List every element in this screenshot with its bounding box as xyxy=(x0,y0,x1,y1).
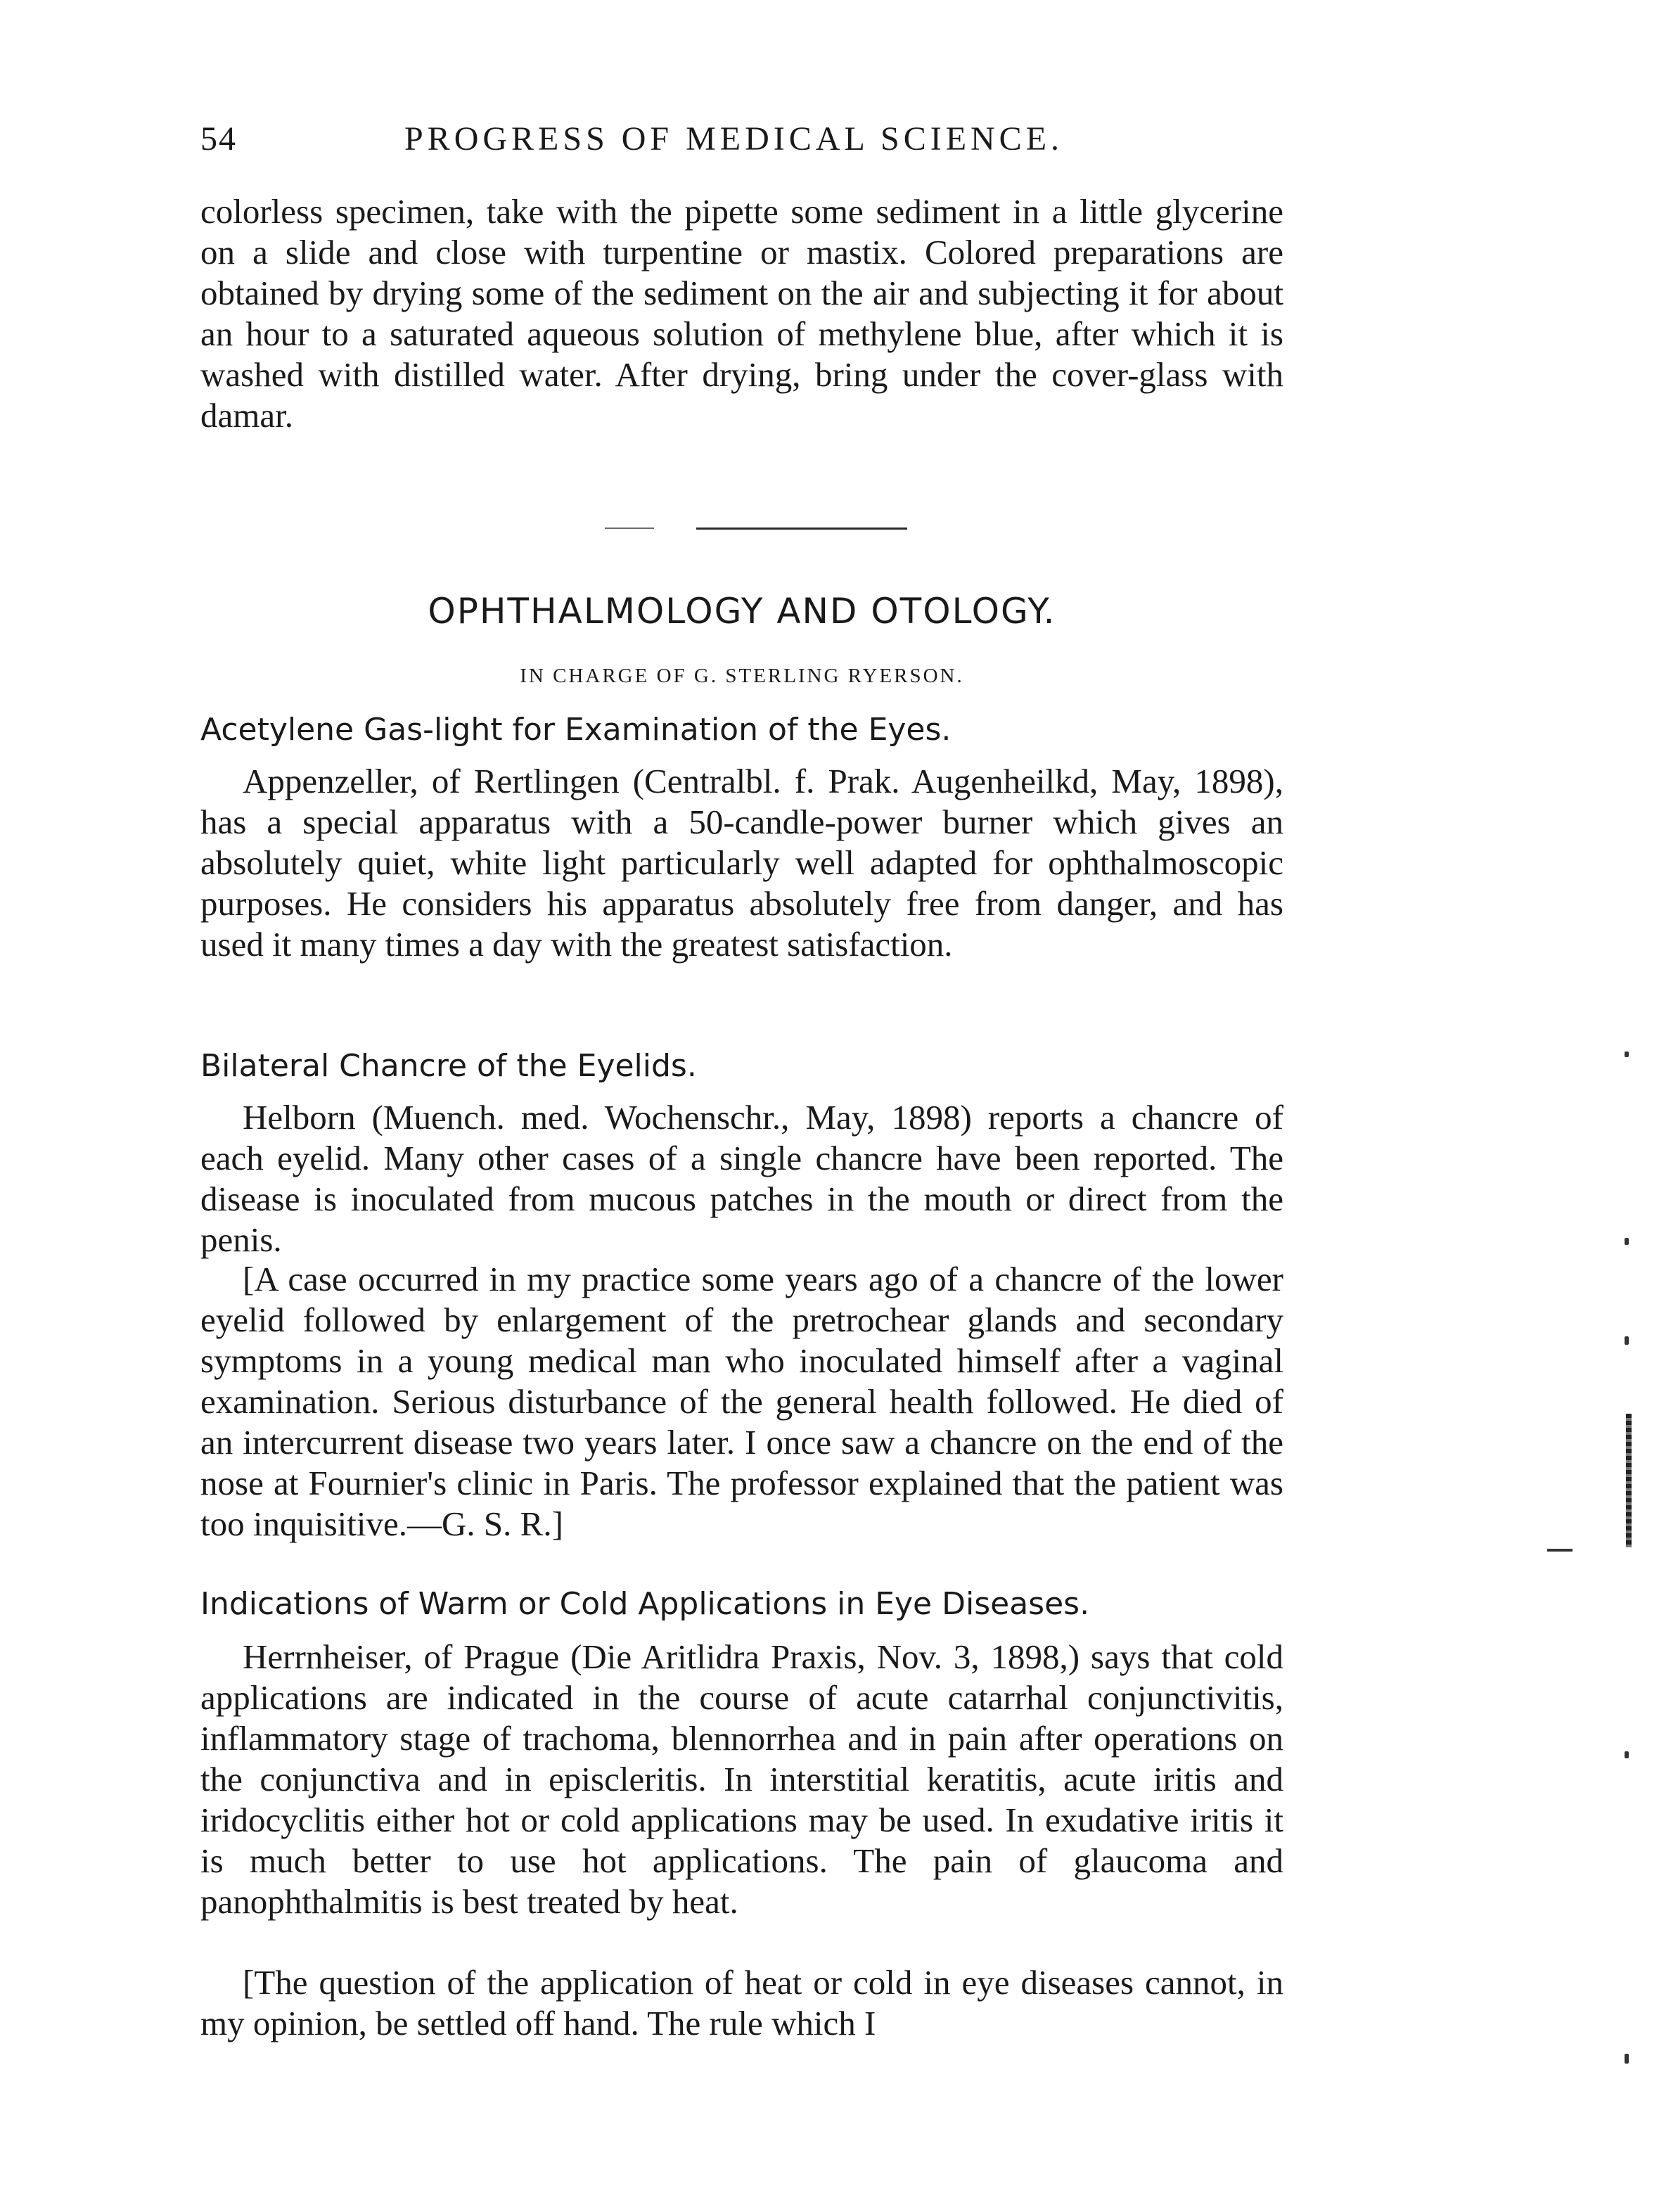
margin-speck xyxy=(1625,1751,1629,1758)
margin-speck xyxy=(1625,1238,1629,1245)
margin-speck xyxy=(1625,1336,1629,1345)
margin-dash xyxy=(1547,1549,1572,1552)
article-heading-warm-cold: Indications of Warm or Cold Applications in Eye Diseases. xyxy=(200,1586,1090,1622)
running-head xyxy=(200,120,1283,169)
margin-speck xyxy=(1625,1051,1629,1057)
journal-title: PROGRESS OF MEDICAL SCIENCE. xyxy=(404,120,1064,158)
article-heading-chancre: Bilateral Chancre of the Eyelids. xyxy=(200,1048,697,1084)
article-paragraph-chancre-report: Helborn (Muench. med. Wochenschr., May, 1898) reports a chancre of each eyelid. Many other cases of a single chancre have been reported. The disease is inoculated from mucous patches in the mouth or direct from the penis. xyxy=(200,1098,1283,1259)
section-divider-long xyxy=(696,528,907,530)
article-paragraph-warm-cold-editor-note: [The question of the application of heat or cold in eye diseases cannot, in my opinion, be settled off hand. The rule which I xyxy=(200,1963,1283,2042)
article-paragraph-acetylene: Appenzeller, of Rertlingen (Centralbl. f. Prak. Augenheilkd, May, 1898), has a special apparatus with a 50-candle-power burner which gives an absolutely quiet, white light particularly well adapted for ophthalmoscopic purposes. He considers his apparatus absolutely free from danger, and has used it many times a day with the greatest satisfaction. xyxy=(200,762,1283,964)
article-paragraph-chancre-editor-note: [A case occurred in my practice some years ago of a chancre of the lower eyelid followed by enlargement of the pretrochear glands and secondary symptoms in a young medical man who inoculated himself after a vaginal examination. Serious disturbance of the general health followed. He died of an intercurrent disease two years later. I once saw a chancre on the end of the nose at Fournier's clinic in Paris. The professor explained that the patient was too inquisitive.—G. S. R.] xyxy=(200,1260,1283,1543)
section-divider-short xyxy=(605,528,654,529)
article-paragraph-warm-cold: Herrnheiser, of Prague (Die Aritlidra Praxis, Nov. 3, 1898,) says that cold applications are indicated in the course of acute catarrhal conjunctivitis, inflammatory stage of trachoma, blennorrhea and in pain after operations on the conjunctiva and in episcleritis. In interstitial keratitis, acute iritis and iridocyclitis either hot or cold applications may be used. In exudative iritis it is much better to use hot applications. The pain of glaucoma and panophthalmitis is best treated by heat. xyxy=(200,1637,1283,1921)
intro-paragraph: colorless specimen, take with the pipette some sediment in a little glycerine on a slide and close with turpentine or mastix. Colored preparations are obtained by drying some of the sediment on the air and subjecting it for about an hour to a saturated aqueous solution of methylene blue, after which it is washed with distilled water. After drying, bring under the cover-glass with damar. xyxy=(200,192,1283,435)
margin-speck xyxy=(1625,2054,1629,2064)
article-heading-acetylene: Acetylene Gas-light for Examination of the Eyes. xyxy=(200,712,952,748)
section-title: OPHTHALMOLOGY AND OTOLOGY. xyxy=(428,591,1056,632)
page-number: 54 xyxy=(200,120,237,158)
margin-scan-artifact xyxy=(1626,1414,1632,1547)
section-editor: IN CHARGE OF G. STERLING RYERSON. xyxy=(520,665,964,687)
